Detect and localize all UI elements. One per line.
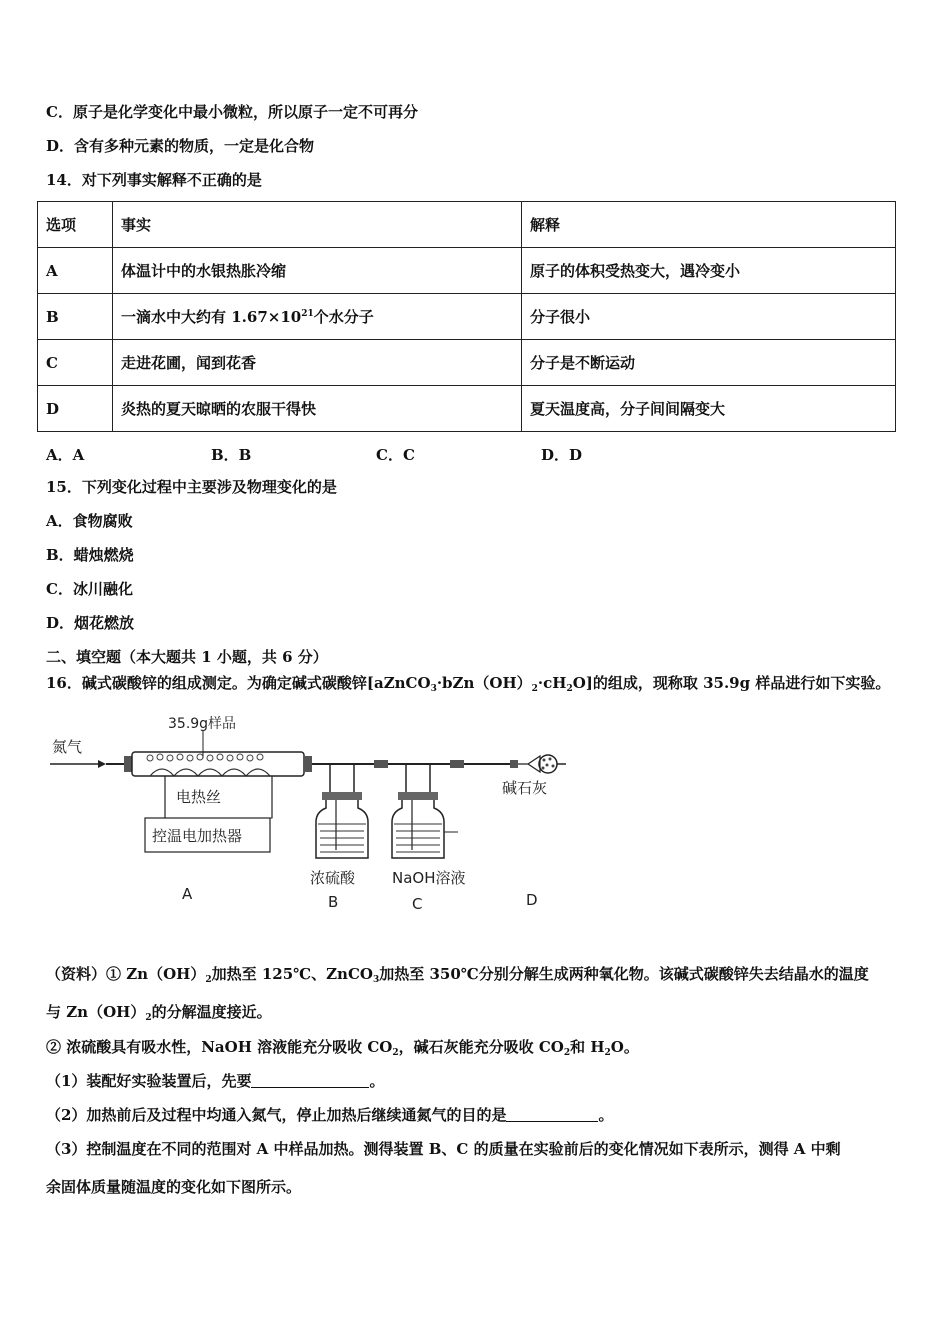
- row-explain: 夏天温度高，分子间间隔变大: [522, 386, 896, 432]
- stem-subscript: 2: [531, 684, 538, 694]
- q16-part-3-line1: （3）控制温度在不同的范围对 A 中样品加热。测得装置 B、C 的质量在实验前后的变化情况如下表所示，测得 A 中剩: [46, 1140, 841, 1158]
- row-option: C: [38, 340, 113, 386]
- info-text: 与 Zn（OH）: [46, 1003, 146, 1021]
- apparatus-diagram: [40, 700, 580, 920]
- answer-option: A．A: [46, 446, 85, 464]
- row-fact: 体温计中的水银热胀冷缩: [113, 248, 522, 294]
- header-option: 选项: [38, 202, 113, 248]
- label-c: C: [412, 895, 423, 913]
- info-text: 和 H: [570, 1038, 605, 1056]
- fact-exponent: 21: [301, 309, 314, 319]
- stopper-right: [304, 756, 312, 772]
- info-text: O。: [610, 1038, 639, 1056]
- bottle-b-label: 浓硫酸: [310, 869, 356, 887]
- row-option: B: [38, 294, 113, 340]
- answer-option: C．C: [376, 446, 415, 464]
- info-text: ② 浓硫酸具有吸水性，NaOH 溶液能充分吸收 CO: [46, 1038, 393, 1056]
- q15-stem: 15．下列变化过程中主要涉及物理变化的是: [46, 478, 337, 496]
- stopper-left: [124, 756, 132, 772]
- label-b: B: [328, 893, 339, 911]
- gas-label: 氮气: [52, 738, 83, 756]
- stem-subscript: 3: [430, 684, 437, 694]
- answer-option: D．D: [541, 446, 583, 464]
- soda-lime-granules: [542, 758, 555, 770]
- header-fact: 事实: [113, 202, 522, 248]
- answer-blank[interactable]: [251, 1073, 369, 1088]
- row-explain: 分子是不断运动: [522, 340, 896, 386]
- heating-coil: [150, 769, 270, 776]
- part-text: 。: [598, 1106, 614, 1124]
- header-explain: 解释: [522, 202, 896, 248]
- rubber-joint: [374, 760, 388, 768]
- info-subscript: 2: [604, 1048, 611, 1058]
- answer-option: B．B: [211, 446, 252, 464]
- q14-stem: 14．对下列事实解释不正确的是: [46, 171, 262, 189]
- bottle-b: [316, 800, 368, 858]
- q15-option-b: B．蜡烛燃烧: [46, 546, 134, 564]
- q14-table: [37, 201, 896, 432]
- q13-option-d: D．含有多种元素的物质，一定是化合物: [46, 137, 315, 155]
- info-text: （资料）① Zn（OH）: [46, 965, 206, 983]
- row-option: D: [38, 386, 113, 432]
- q16-info-1: [46, 964, 869, 990]
- stem-text: O]的组成，现称取 35.9g 样品进行如下实验。: [572, 674, 891, 692]
- part-text: （1）装配好实验装置后，先要: [46, 1072, 252, 1090]
- bottle-c: [392, 800, 444, 858]
- section-heading: 二、填空题（本大题共 1 小题，共 6 分）: [46, 648, 328, 666]
- q16-info-1b: [46, 1002, 272, 1028]
- q16-stem: [46, 673, 890, 699]
- q16-part-2: [46, 1105, 613, 1125]
- drying-tube-stopper: [510, 760, 518, 768]
- stem-text: ·cH: [537, 674, 567, 692]
- part-text: （2）加热前后及过程中均通入氮气，停止加热后继续通氮气的目的是: [46, 1106, 507, 1124]
- info-subscript: 2: [205, 975, 212, 985]
- rubber-joint: [450, 760, 464, 768]
- bottle-c-label: NaOH溶液: [392, 869, 466, 887]
- info-subscript: 2: [392, 1048, 399, 1058]
- table-row: [38, 294, 896, 340]
- table-header-row: [38, 202, 896, 248]
- label-a: A: [182, 885, 193, 903]
- table-row: [38, 340, 896, 386]
- answer-blank[interactable]: [506, 1107, 598, 1122]
- info-subscript: 3: [372, 975, 380, 985]
- info-text: ，碱石灰能充分吸收 CO: [398, 1038, 564, 1056]
- bottle-c-stopper: [398, 792, 438, 800]
- sample-label: 35.9g样品: [168, 716, 237, 732]
- arrow-head-icon: [98, 760, 106, 768]
- row-fact: 炎热的夏天晾晒的农服干得快: [113, 386, 522, 432]
- info-text: 的分解温度接近。: [151, 1003, 272, 1021]
- part-text: 。: [369, 1072, 385, 1090]
- row-fact: [113, 294, 522, 340]
- info-subscript: 2: [563, 1048, 571, 1058]
- q16-part-3-line2: 余固体质量随温度的变化如下图所示。: [46, 1178, 302, 1196]
- info-text: 加热至 125℃、ZnCO: [211, 965, 373, 983]
- fact-text: 一滴水中大约有 1.67×10: [121, 308, 302, 326]
- heater-wire-label: 电热丝: [176, 788, 222, 806]
- fact-text: 个水分子: [313, 308, 374, 326]
- heater-label: 控温电加热器: [152, 827, 243, 845]
- row-explain: 分子很小: [522, 294, 896, 340]
- stem-text: ·bZn（OH）: [436, 674, 532, 692]
- row-explain: 原子的体积受热变大，遇冷变小: [522, 248, 896, 294]
- info-subscript: 2: [145, 1013, 152, 1023]
- q16-part-1: [46, 1071, 384, 1091]
- bottle-c-liquid: [394, 824, 442, 852]
- row-fact: 走进花圃，闻到花香: [113, 340, 522, 386]
- table-row: [38, 386, 896, 432]
- soda-lime-label: 碱石灰: [502, 779, 548, 797]
- info-text: 加热至 350℃分别分解生成两种氧化物。该碱式碳酸锌失去结晶水的温度: [379, 965, 869, 983]
- q16-info-2: [46, 1037, 639, 1063]
- q13-option-c: C．原子是化学变化中最小微粒，所以原子一定不可再分: [46, 103, 418, 121]
- q15-option-c: C．冰川融化: [46, 580, 133, 598]
- bottle-b-stopper: [322, 792, 362, 800]
- stem-subscript: 2: [566, 684, 573, 694]
- drying-tube-neck: [518, 756, 540, 772]
- sample-granules: [147, 754, 263, 761]
- stem-text: 16．碱式碳酸锌的组成测定。为确定碱式碳酸锌[aZnCO: [46, 674, 431, 692]
- bottle-b-liquid: [318, 824, 366, 852]
- q15-option-a: A．食物腐败: [46, 512, 133, 530]
- table-row: [38, 248, 896, 294]
- row-option: A: [38, 248, 113, 294]
- q15-option-d: D．烟花燃放: [46, 614, 135, 632]
- label-d: D: [526, 891, 538, 909]
